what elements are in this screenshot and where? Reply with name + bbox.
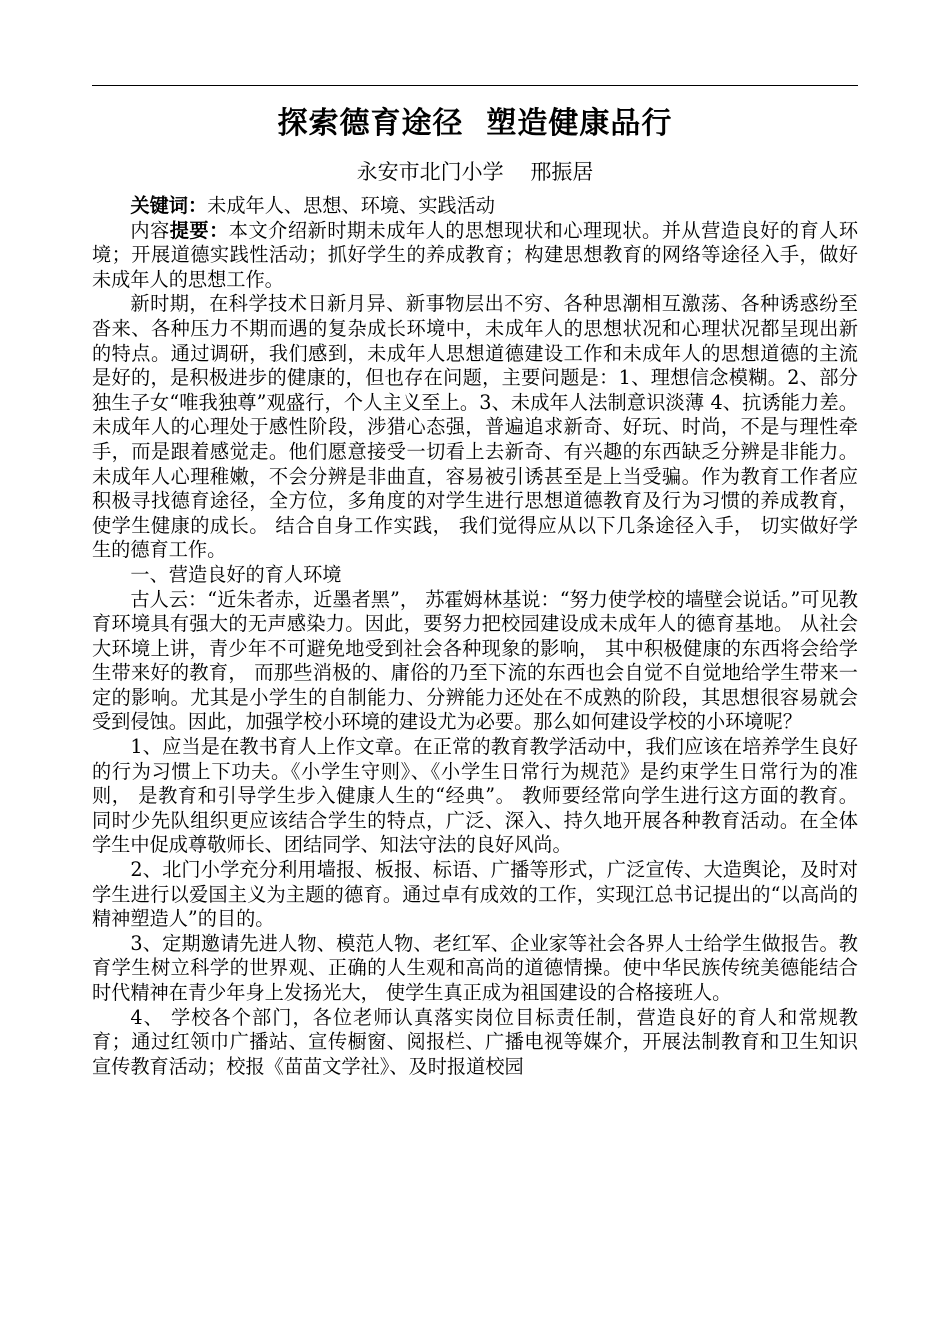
keywords-label: 关键词： (130, 194, 208, 217)
abstract-text: 本文介绍新时期未成年人的思想现状和心理现状。并从营造良好的育人环境；开展道德实践性活动；抓好学生的养成教育；构建思想教育的网络等途径入手，做好未成年人的思想工作。 (92, 218, 859, 291)
keywords-text: 未成年人、思想、环境、实践活动 (207, 194, 495, 217)
abstract-label: 提要： (169, 218, 229, 242)
author-byline: 永安市北门小学 邢振居 (356, 160, 594, 184)
body-paragraph: 古人云：“近朱者赤，近墨者黑”， 苏霍姆林基说：“努力使学校的墙壁会说话。”可见教育环境具有强大的无声感染力。因此，要努力把校园建设成未成年人的德育基地。 从社会大环境上讲，青少年不可避免地受到社会各种现象的影响， 其中积极健康的东西将会给学生带来好的教育， 而那些消极的、庸俗的乃至下流的东西也会自觉不自觉地给学生带来一定的影响。尤其是小学生的自制能力、分辨能力还处在不成熟的阶段，其思想很容易就会受到侵蚀。因此，加强学校小环境的建设尤为必要。那么如何建设学校的小环境呢？ (92, 587, 858, 734)
body-paragraph: 1、应当是在教书育人上作文章。在正常的教育教学活动中，我们应该在培养学生良好的行为习惯上下功夫。《小学生守则》、《小学生日常行为规范》是约束学生日常行为的准则， 是教育和引导学生步入健康人生的“经典”。 教师要经常向学生进行这方面的教育。 同时少先队组织更应该结合学生的特点，广泛、深入、持久地开展各种教育活动。在全体学生中促成尊敬师长、团结同学、知法守法的良好风尚。 (92, 735, 858, 857)
body-paragraph: 2、北门小学充分利用墙报、板报、标语、广播等形式，广泛宣传、大造舆论，及时对学生进行以爱国主义为主题的德育。通过卓有成效的工作，实现江总书记提出的“以高尚的精神塑造人”的目的。 (92, 858, 858, 931)
body-paragraph: 4、 学校各个部门，各位老师认真落实岗位目标责任制，营造良好的育人和常规教育；通过红领巾广播站、宣传橱窗、阅报栏、广播电视等媒介，开展法制教育和卫生知识宣传教育活动；校报《苗苗文学社》、及时报道校园 (92, 1005, 858, 1078)
abstract-paragraph (92, 219, 858, 293)
page-title: 探索德育途径 塑造健康品行 (277, 106, 673, 141)
body-paragraph: 新时期，在科学技术日新月异、新事物层出不穷、各种思潮相互激荡、各种诱惑纷至沓来、各种压力不期而遇的复杂成长环境中，未成年人的思想状况和心理状况都呈现出新的特点。通过调研，我们感到，未成年人思想道德建设工作和未成年人的思想道德的主流是好的，是积极进步的健康的，但也存在问题，主要问题是：1、理想信念模糊。2、部分独生子女“唯我独尊”观盛行，个人主义至上。3、未成年人法制意识淡薄 4、抗诱能力差。未成年人的心理处于感性阶段，涉猎心态强，普遍追求新奇、好玩、时尚，不是与理性牵手，而是跟着感觉走。他们愿意接受一切看上去新奇、有兴趣的东西缺乏分辨是非能力。未成年人心理稚嫩，不会分辨是非曲直，容易被引诱甚至是上当受骗。作为教育工作者应积极寻找德育途径，全方位，多角度的对学生进行思想道德教育及行为习惯的养成教育， 使学生健康的成长。 结合自身工作实践， 我们觉得应从以下几条途径入手， 切实做好学生的德育工作。 (92, 292, 858, 562)
keywords-line (92, 194, 858, 219)
section-heading: 一、营造良好的育人环境 (130, 562, 342, 586)
header-rule (92, 85, 858, 86)
abstract-prefix: 内容 (130, 218, 170, 242)
body-paragraph: 3、定期邀请先进人物、模范人物、老红军、企业家等社会各界人士给学生做报告。教育学生树立科学的世界观、正确的人生观和高尚的道德情操。使中华民族传统美德能结合时代精神在青少年身上发扬光大， 使学生真正成为祖国建设的合格接班人。 (92, 931, 858, 1004)
article-body (92, 194, 858, 1079)
